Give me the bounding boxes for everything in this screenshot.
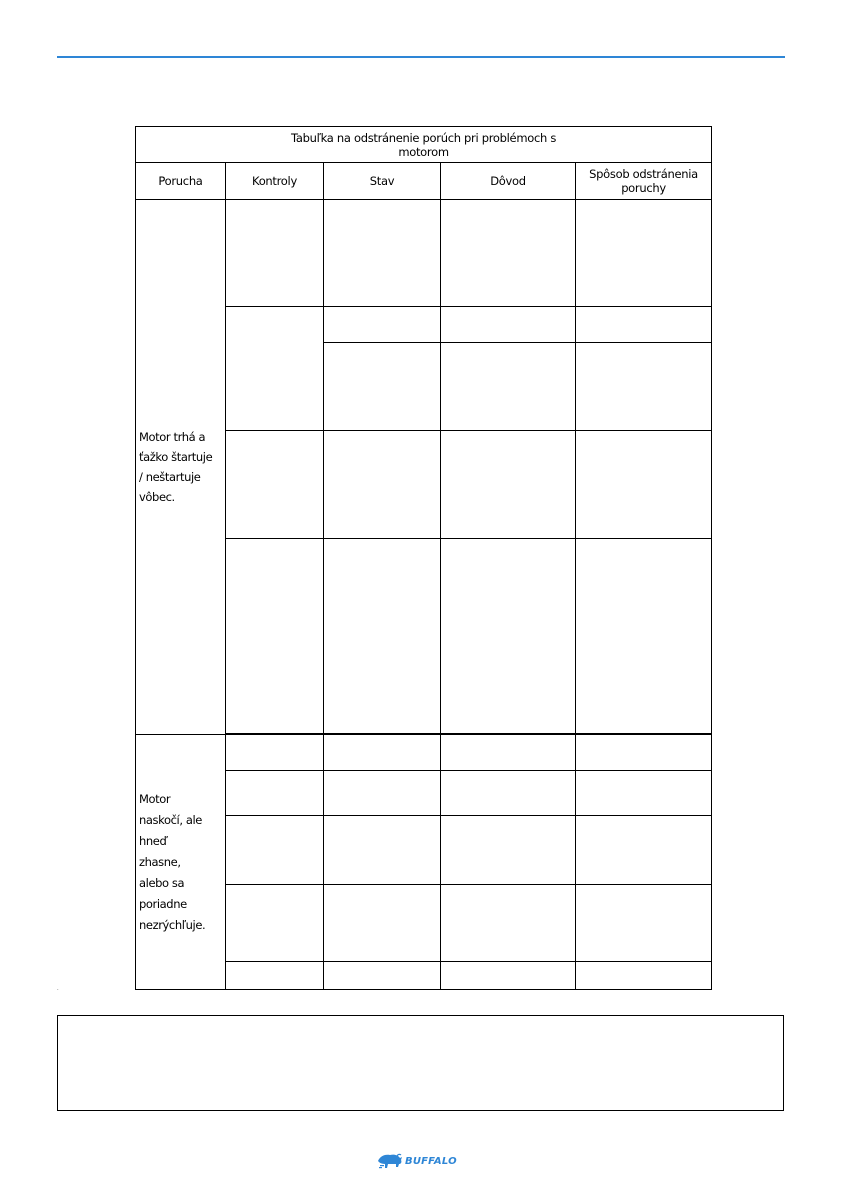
table-cell: [324, 430, 441, 538]
table-cell: [226, 307, 324, 430]
table-title-line2: motorom: [398, 144, 449, 159]
fault-1-line: Motor trhá a: [139, 430, 206, 445]
fault-2-line: nezrýchľuje.: [139, 917, 206, 932]
table-cell: [441, 200, 576, 307]
table-cell: [226, 538, 324, 733]
table-cell: [324, 307, 441, 343]
fault-2-line: Motor: [139, 791, 171, 806]
table-cell: [441, 538, 576, 733]
table-cell: [324, 961, 441, 989]
table-cell: [576, 771, 712, 815]
fault-cell-1: [136, 200, 226, 735]
table-cell: [441, 961, 576, 989]
table-cell: [324, 343, 441, 430]
logo-text: BUFFALO: [405, 1155, 457, 1167]
table-cell: [226, 430, 324, 538]
table-title-line1: Tabuľka na odstránenie porúch pri problémoch s: [291, 130, 557, 145]
table-cell: [441, 735, 576, 771]
header-sposob-line2: poruchy: [621, 181, 666, 196]
table-cell: [576, 430, 712, 538]
table-cell: [226, 815, 324, 884]
table-title: [136, 127, 712, 163]
table-cell: [576, 343, 712, 430]
table-cell: [324, 735, 441, 771]
header-stav-label: Stav: [369, 174, 395, 189]
fault-cell-2: [136, 735, 226, 990]
table-cell: [441, 884, 576, 961]
table-row: [136, 735, 712, 771]
table-cell: [441, 430, 576, 538]
table-cell: [441, 815, 576, 884]
table-cell: [576, 961, 712, 989]
table-cell: [324, 884, 441, 961]
troubleshooting-table: [135, 126, 712, 990]
header-stav: [324, 163, 441, 200]
table-cell: [324, 200, 441, 307]
buffalo-icon: [377, 1152, 403, 1170]
header-dovod-label: Dôvod: [490, 174, 526, 189]
header-dovod: [441, 163, 576, 200]
note-box: [57, 1015, 784, 1111]
table-cell: [576, 538, 712, 733]
table-cell: [324, 538, 441, 733]
table-cell: [324, 815, 441, 884]
fault-2-line: zhasne,: [139, 854, 181, 869]
table-cell: [226, 200, 324, 307]
fault-2-line: alebo sa: [139, 875, 185, 890]
table-cell: [441, 771, 576, 815]
fault-2-line: poriadne: [139, 896, 187, 911]
brand-logo: [377, 1150, 467, 1172]
stray-dot: .: [57, 986, 59, 992]
table-cell: [576, 307, 712, 343]
fault-2-line: hneď: [139, 833, 167, 848]
header-rule: [57, 56, 785, 58]
table-cell: [576, 815, 712, 884]
header-porucha: [136, 163, 226, 200]
table-cell: [576, 200, 712, 307]
table-cell: [576, 735, 712, 771]
fault-1-line: ťažko štartuje: [139, 450, 213, 465]
table-cell: [226, 771, 324, 815]
table-cell: [324, 771, 441, 815]
header-kontroly: [226, 163, 324, 200]
table-cell: [441, 343, 576, 430]
table-cell: [441, 307, 576, 343]
fault-2-line: naskočí, ale: [139, 812, 202, 827]
table-cell: [576, 884, 712, 961]
table-cell: [226, 961, 324, 989]
header-sposob: [576, 163, 712, 200]
header-kontroly-label: Kontroly: [252, 174, 297, 189]
fault-1-line: vôbec.: [139, 490, 175, 505]
header-porucha-label: Porucha: [158, 174, 203, 189]
table-cell: [226, 884, 324, 961]
fault-1-line: / neštartuje: [139, 470, 201, 485]
table-cell: [226, 735, 324, 771]
table-row: [136, 200, 712, 307]
header-sposob-line1: Spôsob odstránenia: [589, 167, 698, 182]
